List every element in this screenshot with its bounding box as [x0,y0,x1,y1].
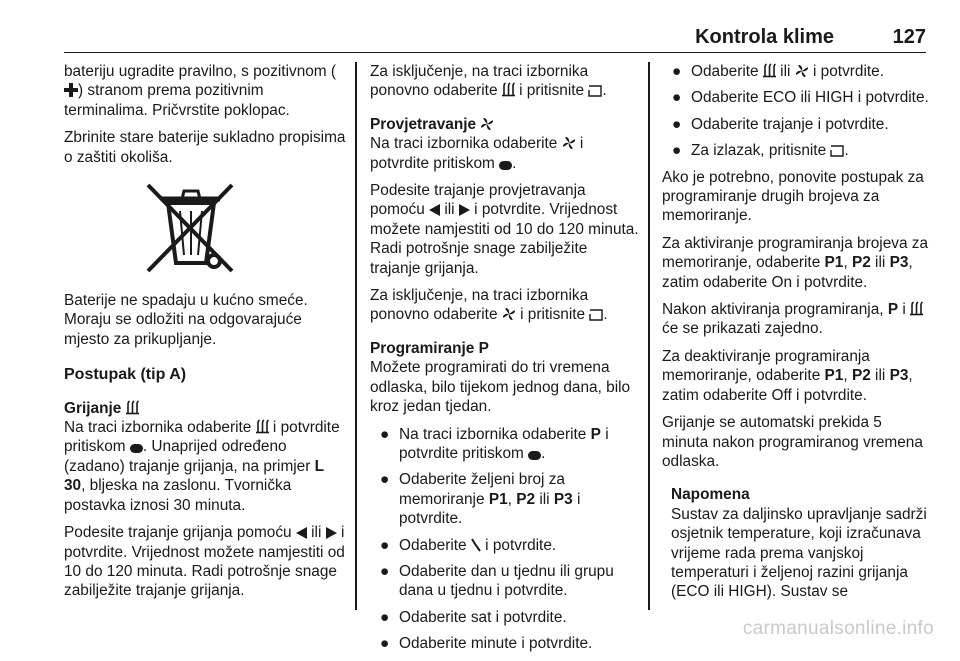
list-item: ● Odaberite i potvrdite. [380,536,557,554]
list-item: ● Odaberite ECO ili HIGH i potvrdite. [672,89,929,107]
header-title: Kontrola klime [695,26,834,48]
note-title: Napomena [671,486,750,504]
disposal-paragraph: Zbrinite stare baterije sukladno propisima o zaštiti okoliša. [64,129,346,166]
ventilation-adjust-paragraph: Podesite trajanje provjetravanja pomoću ili i potvrdite. Vrijednost možete namjestiti od 10 do 120 minuta. Radi potrošnje snage zabilježite trajanje grijanja. [370,182,639,277]
deactivate-paragraph: Za deaktiviranje programiranja memoriranje, odaberite P1, P2 ili P3, zatim odaberite Off i potvrdite. [662,347,913,404]
column-3 [662,62,930,602]
column-2 [370,62,642,661]
left-arrow-icon [296,527,307,539]
oval-button-icon [499,161,512,170]
note-box [671,485,930,601]
procedure-heading: Postupak (tip A) [64,366,187,384]
heating-icon [502,82,515,97]
after-activate-paragraph: Nakon aktiviranja programiranja, P i će se prikazati zajedno. [662,300,930,339]
programming-intro-paragraph: Možete programirati do tri vremena odlaska, bilo tijekom jednog dana, bilo kroz jedan tjedan. [370,359,631,416]
heating-subheading: Grijanje [64,399,346,418]
list-item: ● Za izlazak, pritisnite . [672,142,849,160]
ventilation-icon [502,307,516,321]
back-button-icon [830,145,844,157]
left-arrow-icon [429,204,440,216]
crossed-bin-icon [142,181,240,277]
activate-paragraph: Za aktiviranje programiranja brojeva za memoriranje, odaberite P1, P2 ili P3, zatim odaberite On i potvrdite. [662,234,929,291]
ventilation-subheading: Provjetravanje [370,115,642,134]
heating-icon [910,301,923,316]
list-item: ● Odaberite sat i potvrdite. [380,608,567,626]
right-arrow-icon [459,204,470,216]
list-item: ● Na traci izbornika odaberite P i potvrdite pritiskom . [380,425,609,462]
back-button-icon [588,85,602,97]
heating-icon [763,63,776,78]
heating-select-paragraph: Na traci izbornika odaberite i potvrdite pritiskom . Unaprijed određeno (zadano) trajanje grijanja, na primjer L 30, bljeska na zaslonu. Tvornička postavka iznosi 30 minuta. [64,419,340,514]
back-button-icon [589,309,603,321]
oval-button-icon [130,444,143,453]
list-item: ● Odaberite željeni broj za memoriranje P1, P2 ili P3 i potvrdite. [380,471,581,528]
heating-icon [256,419,269,434]
ventilation-select-paragraph: Na traci izbornika odaberite i potvrdite pritiskom . [370,135,584,172]
list-item: ● Odaberite trajanje i potvrdite. [672,115,889,133]
mode-steps-list [662,62,930,161]
watermark: carmanualsonline.info [742,618,934,639]
page-number: 127 [892,26,926,48]
ventilation-icon [795,64,809,78]
programming-subheading: Programiranje P [370,339,489,357]
list-item: ● Odaberite ili i potvrdite. [672,63,884,80]
column-1 [64,62,346,609]
oval-button-icon [528,451,541,460]
ventilation-icon [562,136,576,150]
heating-adjust-paragraph: Podesite trajanje grijanja pomoću ili i potvrdite. Vrijednost možete namjestiti od 10 do 120 minuta. Radi potrošnje snage zabilježite trajanje grijanja. [64,524,345,600]
programming-steps-list [370,425,642,654]
ventilation-icon [480,117,494,131]
page-header [64,0,926,53]
column-divider-2 [648,62,650,610]
right-arrow-icon [326,527,337,539]
clock-icon [471,538,481,552]
list-item: ● Odaberite dan u tjednu ili grupu dana u tjednu i potvrdite. [380,562,614,600]
ventilation-off-paragraph: Za isključenje, na traci izbornika ponovno odaberite i pritisnite . [370,287,608,324]
battery-household-paragraph: Baterije ne spadaju u kućno smeće. Moraju se odložiti na odgovarajuće mjesto za prikupljanje. [64,292,308,348]
note-text: Sustav za daljinsko upravljanje sadrži osjetnik temperature, koji izračunava vrijeme rada prema vanjskoj temperaturi i željenoj razini grijanja (ECO ili HIGH). Sustav se [671,505,927,601]
repeat-paragraph: Ako je potrebno, ponovite postupak za programiranje drugih brojeva za memoriranje. [662,168,924,225]
list-item: ● Odaberite minute i potvrdite. [380,635,593,653]
column-divider-1 [355,62,357,610]
auto-stop-paragraph: Grijanje se automatski prekida 5 minuta nakon programiranog vremena odlaska. [662,414,923,470]
plus-icon [64,83,78,97]
heating-icon [126,400,139,415]
battery-install-paragraph: bateriju ugradite pravilno, s pozitivnom () stranom prema pozitivnim terminalima. Pričvrstite poklopac. [64,63,337,119]
heating-off-paragraph: Za isključenje, na traci izbornika ponovno odaberite i pritisnite . [370,63,607,100]
